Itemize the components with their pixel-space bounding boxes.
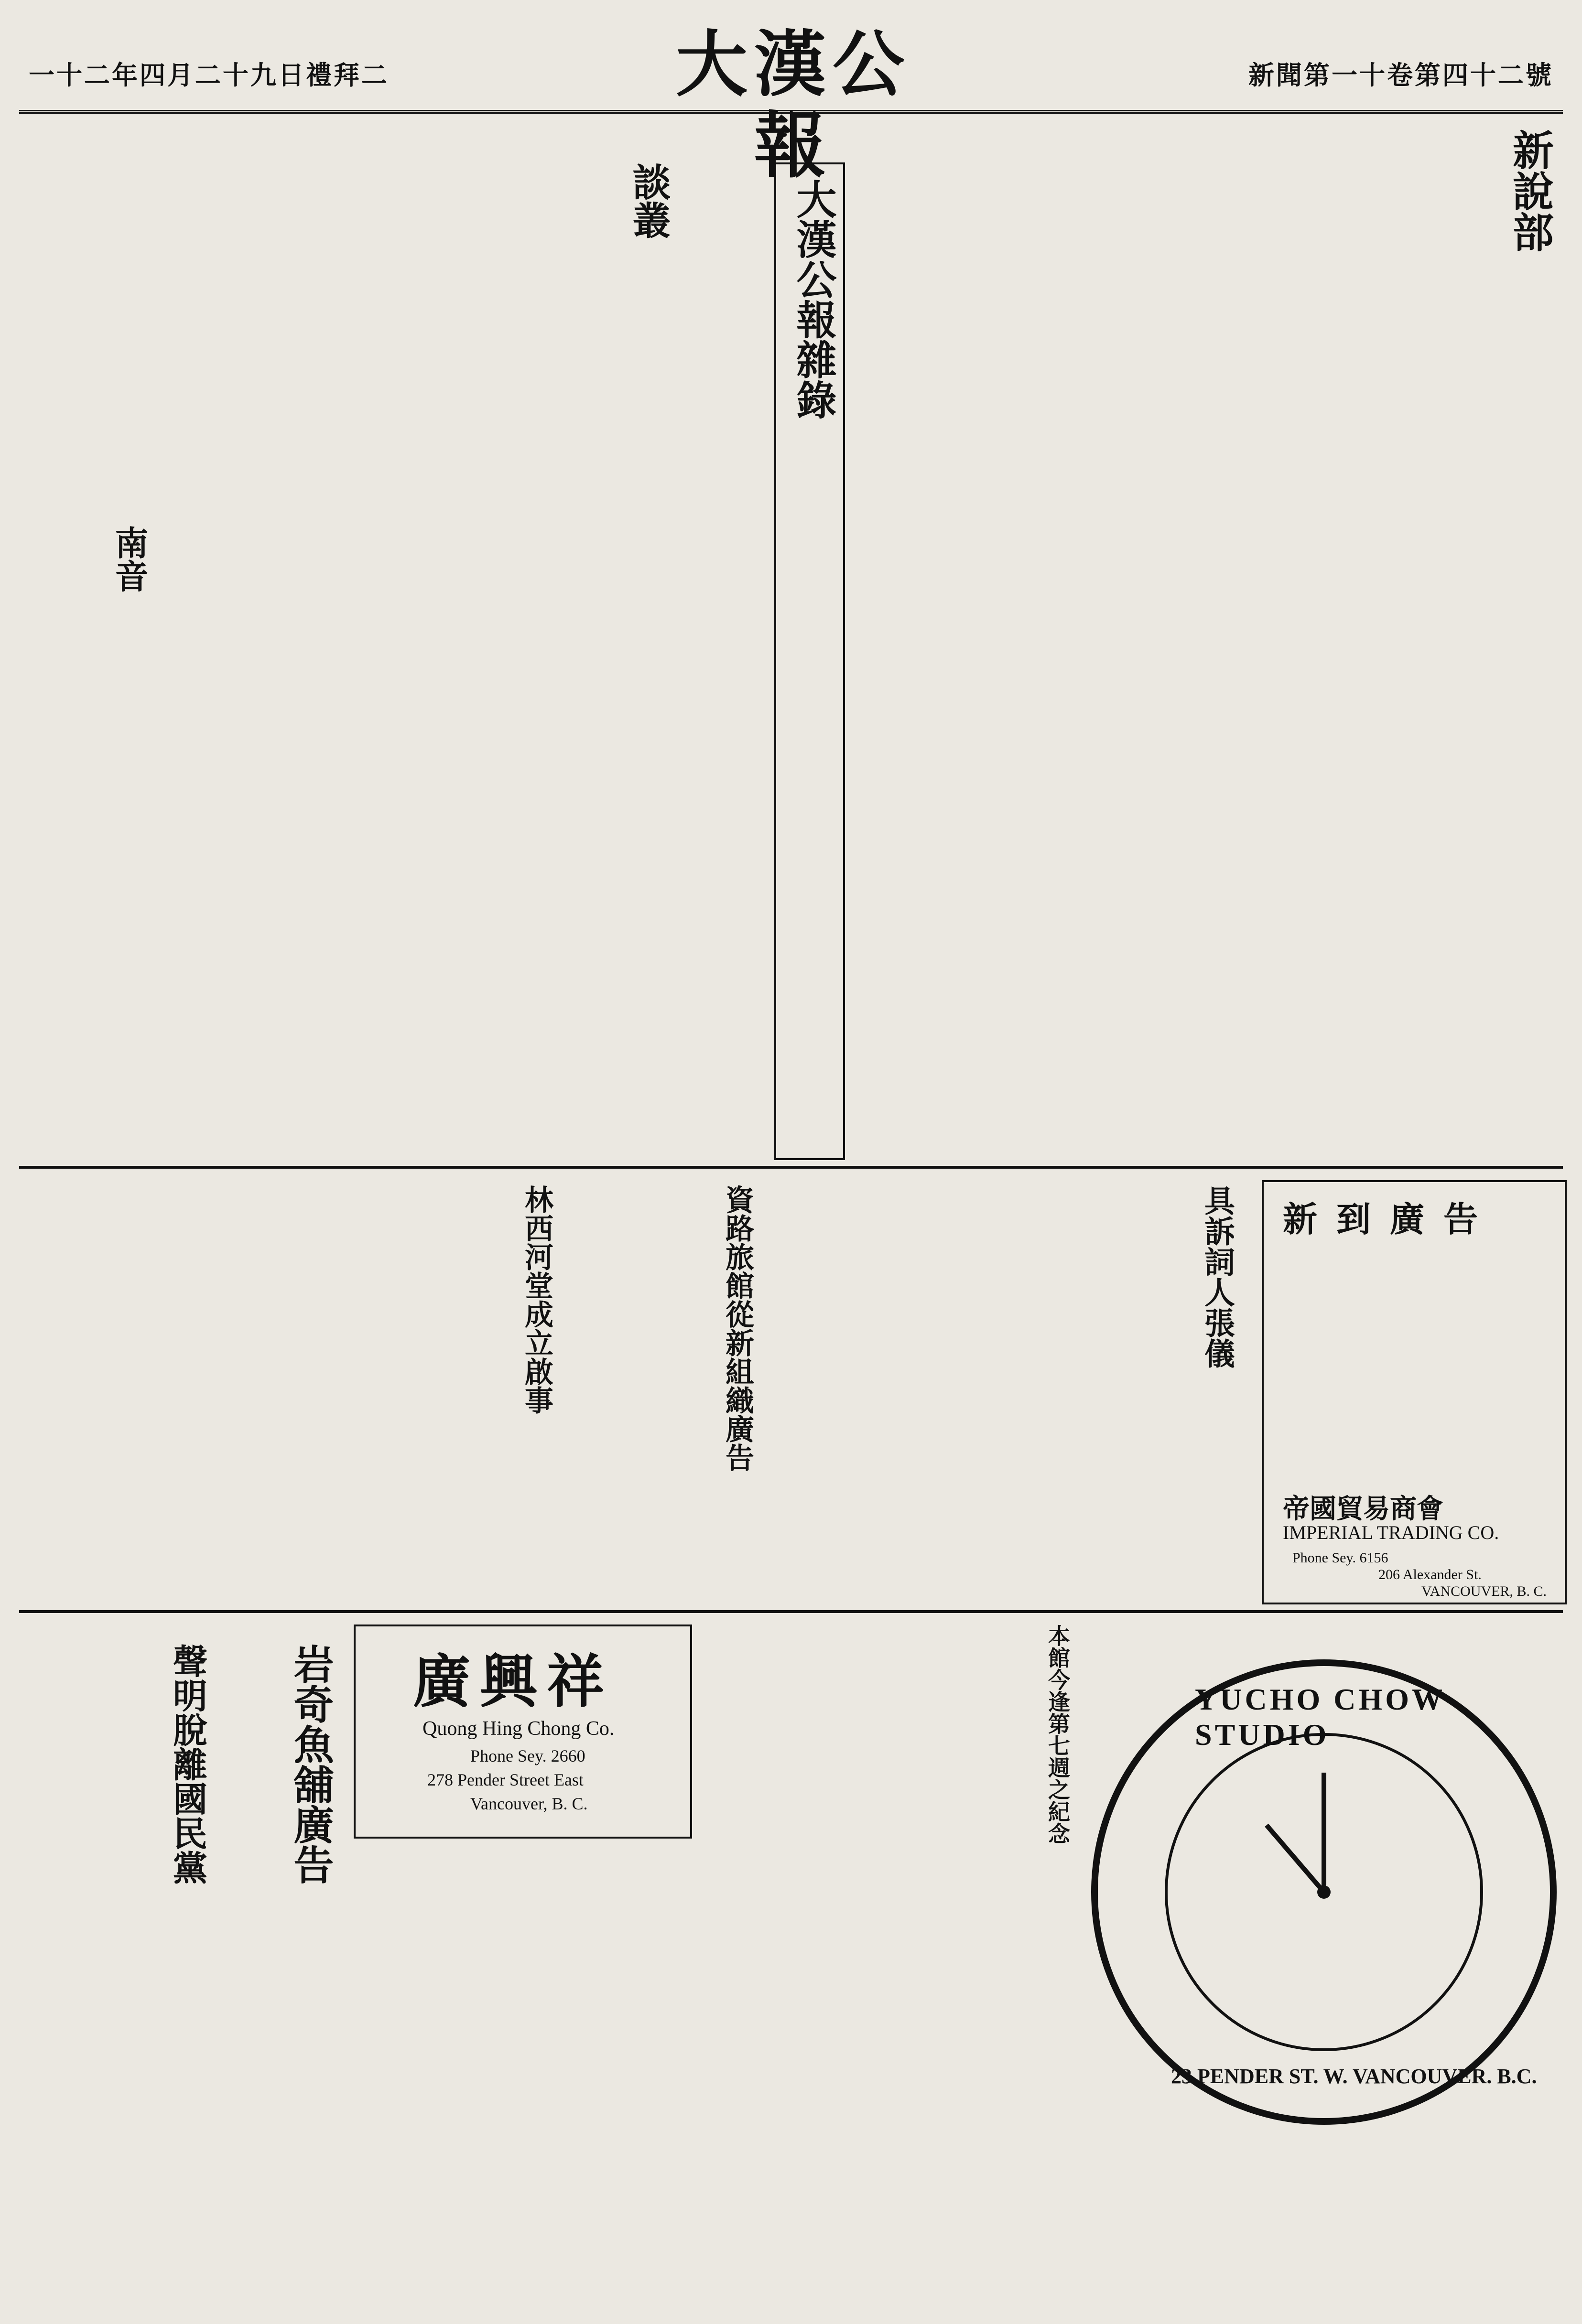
fish-shop-title: 岩奇魚舖廣告	[287, 1644, 335, 1884]
declaration-title: 聲明脫離國民黨	[167, 1644, 208, 1884]
complaint-title: 具訴詞人張儀	[1199, 1185, 1235, 1368]
fiction-title: 新說部	[1506, 129, 1554, 252]
hostel-notice	[593, 1180, 765, 1601]
quong-name-cn: 廣興祥	[413, 1648, 614, 1715]
hostel-title: 資路旅館從新組織廣告	[721, 1185, 754, 1472]
imperial-name-en: IMPERIAL TRADING CO.	[1283, 1522, 1499, 1543]
masthead	[19, 19, 1563, 188]
talk-title: 談叢	[626, 162, 671, 239]
miscellany-title: 大漢公報雜錄	[790, 179, 837, 420]
quong-hing-ad	[354, 1625, 692, 1839]
complaint-column	[774, 1180, 1252, 1601]
quong-name-en: Quong Hing Chong Co.	[423, 1718, 615, 1740]
issue-line: 新聞第一十卷第四十二號	[1248, 60, 1553, 90]
section-divider	[19, 1166, 1563, 1169]
fiction-column	[813, 119, 1563, 1161]
studio-city: VANCOUVER. B.C.	[1353, 2065, 1537, 2088]
studio-name: YUCHO CHOW STUDIO	[1195, 1682, 1445, 1752]
new-arrivals-title: 新到廣告	[1283, 1199, 1497, 1239]
imperial-city: VANCOUVER, B. C.	[1421, 1583, 1547, 1599]
new-arrivals-ad	[1262, 1180, 1567, 1604]
quong-city: Vancouver, B. C.	[470, 1794, 588, 1813]
imperial-phone: Phone Sey. 6156	[1292, 1550, 1388, 1566]
clan-notice	[19, 1180, 583, 1601]
clan-title: 林西河堂成立啟事	[520, 1185, 553, 1414]
studio-badge	[1085, 1653, 1563, 2131]
studio-address: 23 PENDER ST. W.	[1171, 2065, 1348, 2088]
fish-shop-ad	[210, 1625, 349, 2246]
southern-verse	[19, 497, 167, 1156]
newspaper-page	[19, 19, 1563, 2305]
declaration-notice	[19, 1625, 206, 2293]
section-divider	[19, 1610, 1563, 1613]
studio-notice	[774, 1625, 1080, 2303]
southern-title: 南音	[109, 526, 149, 592]
newspaper-title: 大漢公報	[675, 22, 911, 188]
studio-notice-title: 本館今逢第七週之紀念	[1045, 1625, 1071, 1844]
quong-address: 278 Pender Street East	[427, 1770, 584, 1789]
miscellany-column	[774, 162, 845, 1160]
date-line: 一十二年四月二十九日禮拜二	[29, 60, 389, 90]
imperial-name-cn: 帝國貿易商會	[1283, 1493, 1443, 1525]
imperial-address: 206 Alexander St.	[1378, 1567, 1482, 1582]
quong-phone: Phone Sey. 2660	[470, 1746, 585, 1765]
